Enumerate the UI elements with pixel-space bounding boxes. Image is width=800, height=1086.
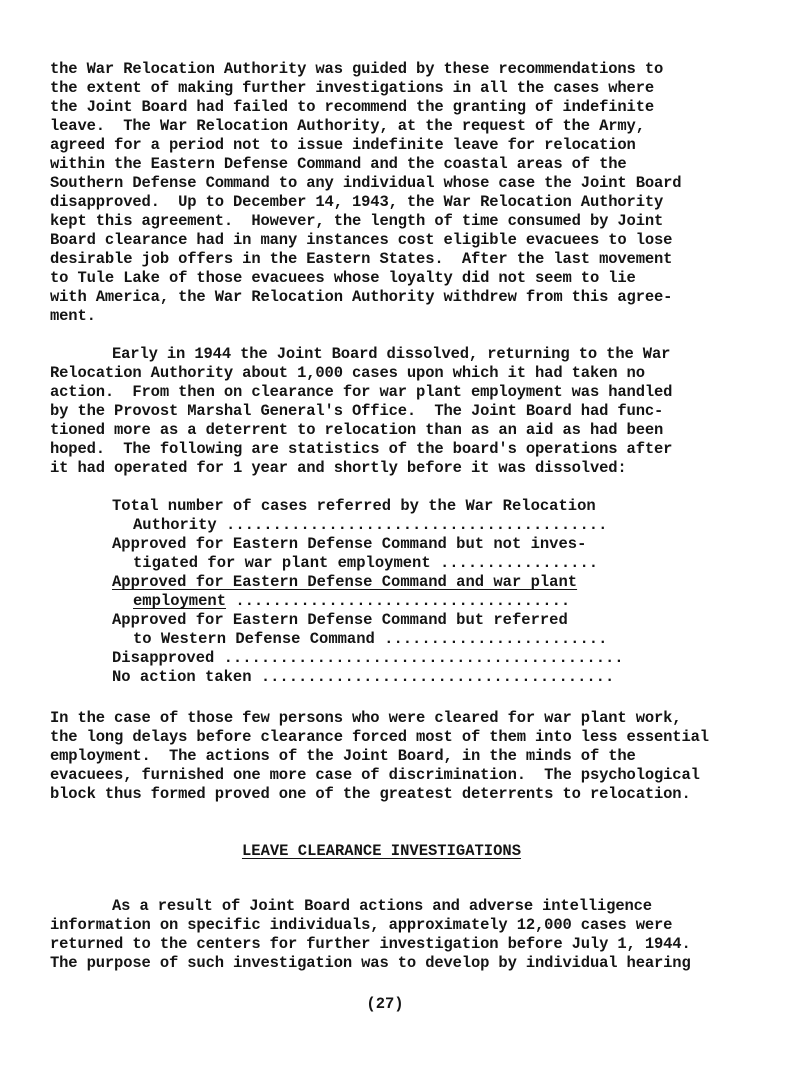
stat-label-continued: employment .................................... <box>133 592 571 610</box>
paragraph-line: As a result of Joint Board actions and adverse intelligence <box>112 897 652 915</box>
paragraph-line: ment. <box>50 307 96 325</box>
paragraph-line: employment. The actions of the Joint Board, in the minds of the <box>50 747 636 765</box>
paragraph-line: Relocation Authority about 1,000 cases upon which it had taken no <box>50 364 645 382</box>
stat-label: Total number of cases referred by the War Relocation <box>112 497 596 515</box>
paragraph-line: Early in 1944 the Joint Board dissolved, returning to the War <box>112 345 671 363</box>
paragraph-line: returned to the centers for further investigation before July 1, 1944. <box>50 935 691 953</box>
paragraph-line: the Joint Board had failed to recommend the granting of indefinite <box>50 98 655 116</box>
paragraph-line: action. From then on clearance for war plant employment was handled <box>50 383 673 401</box>
paragraph-line: In the case of those few persons who were cleared for war plant work, <box>50 709 682 727</box>
paragraph-line: block thus formed proved one of the greatest deterrents to relocation. <box>50 785 691 803</box>
paragraph-line: it had operated for 1 year and shortly before it was dissolved: <box>50 459 627 477</box>
paragraph-line: leave. The War Relocation Authority, at the request of the Army, <box>50 117 645 135</box>
paragraph-line: tioned more as a deterrent to relocation than as an aid as had been <box>50 421 664 439</box>
paragraph-line: within the Eastern Defense Command and the coastal areas of the <box>50 155 627 173</box>
stat-label: Disapproved ........................................... <box>112 649 624 667</box>
section-heading <box>0 842 763 861</box>
paragraph-line: evacuees, furnished one more case of discrimination. The psychological <box>50 766 700 784</box>
paragraph-line: the extent of making further investigations in all the cases where <box>50 79 655 97</box>
paragraph-line: to Tule Lake of those evacuees whose loyalty did not seem to lie <box>50 269 636 287</box>
paragraph-line: the long delays before clearance forced most of them into less essential <box>50 728 709 746</box>
paragraph-line: disapproved. Up to December 14, 1943, the War Relocation Authority <box>50 193 664 211</box>
paragraph-line: the War Relocation Authority was guided by these recommendations to <box>50 60 664 78</box>
paragraph-line: hoped. The following are statistics of the board's operations after <box>50 440 673 458</box>
page-number: (27) <box>366 995 404 1013</box>
stat-label: No action taken ...................................... <box>112 668 615 686</box>
stat-label: Approved for Eastern Defense Command but not inves- <box>112 535 587 553</box>
stat-label-continued: tigated for war plant employment ................. <box>133 554 599 572</box>
paragraph-line: kept this agreement. However, the length of time consumed by Joint <box>50 212 664 230</box>
stat-label: Approved for Eastern Defense Command and war plant <box>112 573 578 591</box>
paragraph-line: desirable job offers in the Eastern States. After the last movement <box>50 250 673 268</box>
stat-label: Approved for Eastern Defense Command but referred <box>112 611 568 629</box>
paragraph-line: The purpose of such investigation was to develop by individual hearing <box>50 954 691 972</box>
paragraph-line: by the Provost Marshal General's Office. The Joint Board had func- <box>50 402 664 420</box>
section-heading-text: LEAVE CLEARANCE INVESTIGATIONS <box>241 842 522 860</box>
paragraph-line: information on specific individuals, approximately 12,000 cases were <box>50 916 673 934</box>
stat-label-continued: Authority ......................................... <box>133 516 608 534</box>
paragraph-line: with America, the War Relocation Authority withdrew from this agree- <box>50 288 673 306</box>
paragraph-line: Board clearance had in many instances cost eligible evacuees to lose <box>50 231 673 249</box>
paragraph-line: Southern Defense Command to any individual whose case the Joint Board <box>50 174 682 192</box>
paragraph-line: agreed for a period not to issue indefinite leave for relocation <box>50 136 636 154</box>
stat-label-continued: to Western Defense Command ........................ <box>133 630 608 648</box>
